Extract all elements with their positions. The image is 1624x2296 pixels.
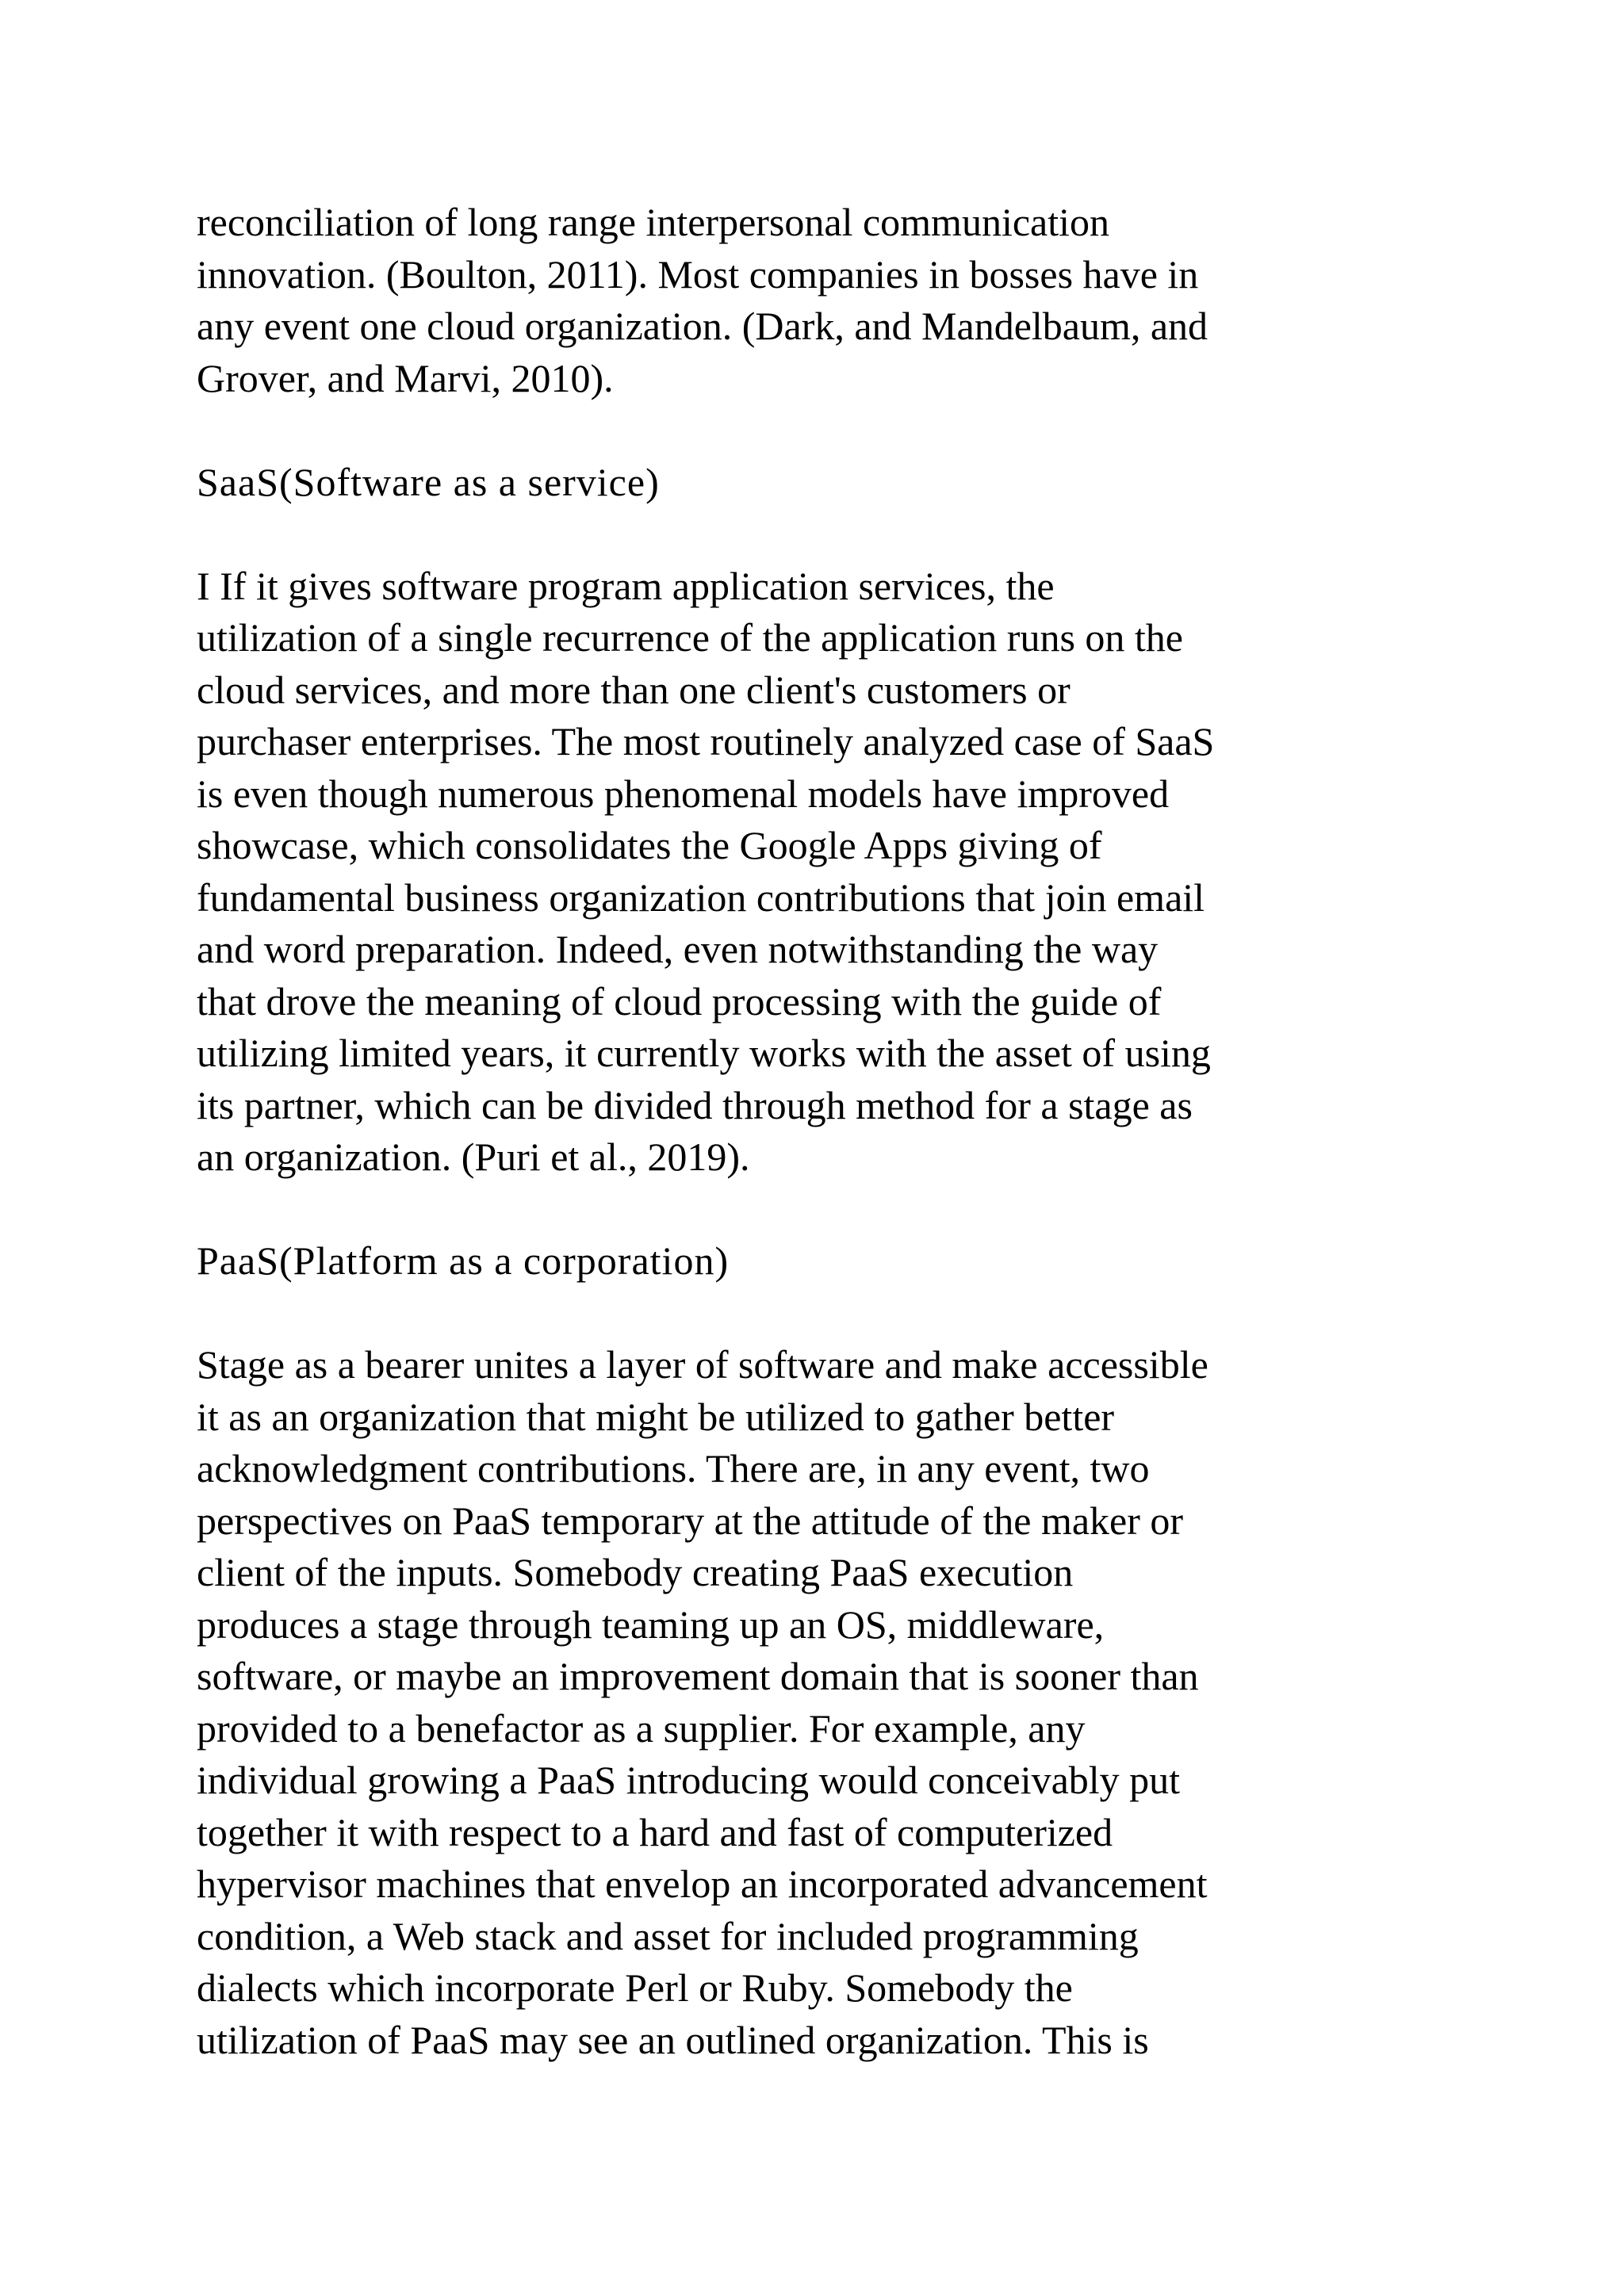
text-line: I If it gives software program application services, the — [197, 563, 1055, 608]
text-line: Grover, and Marvi, 2010). — [197, 355, 614, 400]
text-line: utilization of PaaS may see an outlined organization. This is — [197, 2017, 1149, 2062]
document-body — [197, 197, 1450, 2118]
text-line: fundamental business organization contributions that join email — [197, 874, 1205, 920]
paragraph-paas — [197, 1339, 1450, 2066]
text-line: and word preparation. Indeed, even notwithstanding the way — [197, 927, 1159, 971]
text-line: reconciliation of long range interpersonal communication — [197, 200, 1110, 244]
heading-text: PaaS(Platform as a corporation) — [197, 1238, 730, 1283]
text-line: an organization. (Puri et al., 2019). — [197, 1135, 750, 1179]
text-line: purchaser enterprises. The most routinely analyzed case of SaaS — [197, 719, 1215, 763]
paragraph-saas — [197, 561, 1450, 1184]
heading-paas — [197, 1235, 1450, 1288]
text-line: client of the inputs. Somebody creating PaaS execution — [197, 1550, 1074, 1594]
text-line: hypervisor machines that envelop an incorporated advancement — [197, 1862, 1208, 1906]
text-line: utilization of a single recurrence of the application runs on the — [197, 615, 1183, 660]
text-line: its partner, which can be divided through method for a stage as — [197, 1082, 1193, 1127]
text-line: acknowledgment contributions. There are, in any event, two — [197, 1446, 1150, 1490]
text-line: perspectives on PaaS temporary at the attitude of the maker or — [197, 1498, 1184, 1543]
text-line: condition, a Web stack and asset for included programming — [197, 1913, 1139, 1958]
heading-text: SaaS(Software as a service) — [197, 459, 660, 504]
text-line: any event one cloud organization. (Dark, and Mandelbaum, and — [197, 304, 1208, 348]
text-line: together it with respect to a hard and fast of computerized — [197, 1809, 1113, 1854]
text-line: provided to a benefactor as a supplier. For example, any — [197, 1705, 1086, 1751]
text-line: utilizing limited years, it currently works with the asset of using — [197, 1031, 1211, 1075]
text-line: software, or maybe an improvement domain that is sooner than — [197, 1654, 1199, 1698]
text-line: it as an organization that might be utilized to gather better — [197, 1394, 1115, 1439]
text-line: individual growing a PaaS introducing would conceivably put — [197, 1758, 1181, 1802]
text-line: innovation. (Boulton, 2011). Most companies in bosses have in — [197, 251, 1199, 297]
paragraph-intro — [197, 197, 1450, 404]
text-line: Stage as a bearer unites a layer of software and make accessible — [197, 1342, 1208, 1387]
text-line: that drove the meaning of cloud processing with the guide of — [197, 978, 1162, 1024]
text-line: cloud services, and more than one client's customers or — [197, 667, 1071, 712]
text-line: produces a stage through teaming up an OS, middleware, — [197, 1601, 1105, 1647]
text-line: dialects which incorporate Perl or Ruby. Somebody the — [197, 1965, 1073, 2010]
heading-saas — [197, 457, 1450, 509]
text-line: showcase, which consolidates the Google Apps giving of — [197, 823, 1102, 867]
text-line: is even though numerous phenomenal models have improved — [197, 771, 1170, 816]
